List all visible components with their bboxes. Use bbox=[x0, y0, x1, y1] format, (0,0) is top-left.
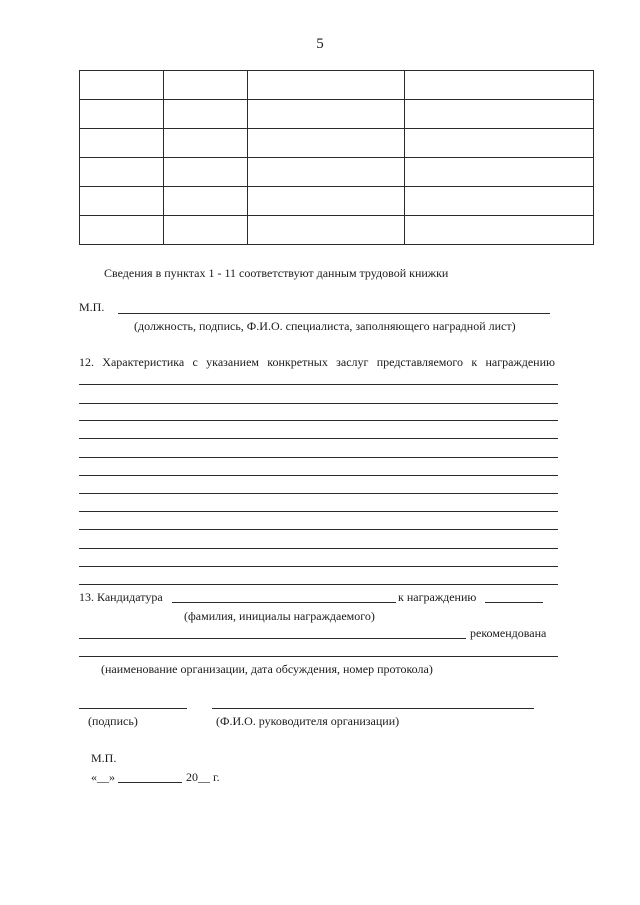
table-cell[interactable] bbox=[405, 129, 594, 158]
specialist-caption: (должность, подпись, Ф.И.О. специалиста, заполняющего наградной лист) bbox=[134, 319, 516, 333]
data-table bbox=[79, 70, 594, 245]
table-cell[interactable] bbox=[248, 158, 405, 187]
date-month-line[interactable] bbox=[118, 782, 182, 783]
date-year: 20__ г. bbox=[186, 770, 220, 784]
characteristic-line[interactable] bbox=[79, 584, 558, 585]
table-row bbox=[80, 187, 594, 216]
characteristic-line[interactable] bbox=[79, 475, 558, 476]
characteristic-line[interactable] bbox=[79, 566, 558, 567]
table-cell[interactable] bbox=[405, 187, 594, 216]
organization-line-2[interactable] bbox=[79, 656, 558, 657]
table-cell[interactable] bbox=[80, 216, 164, 245]
confirmation-text: Сведения в пунктах 1 - 11 соответствуют данным трудовой книжки bbox=[104, 266, 449, 280]
candidate-name-line[interactable] bbox=[172, 602, 396, 603]
table-cell[interactable] bbox=[164, 71, 248, 100]
table-cell[interactable] bbox=[405, 158, 594, 187]
table-row bbox=[80, 100, 594, 129]
director-caption: (Ф.И.О. руководителя организации) bbox=[216, 714, 400, 728]
page-number: 5 bbox=[316, 36, 324, 52]
table-cell[interactable] bbox=[164, 158, 248, 187]
director-name-line[interactable] bbox=[212, 708, 534, 709]
table-cell[interactable] bbox=[248, 71, 405, 100]
table-cell[interactable] bbox=[248, 129, 405, 158]
table-cell[interactable] bbox=[405, 71, 594, 100]
footer-stamp-label: М.П. bbox=[91, 751, 117, 765]
table-cell[interactable] bbox=[405, 100, 594, 129]
table-cell[interactable] bbox=[80, 129, 164, 158]
table-row bbox=[80, 216, 594, 245]
table-cell[interactable] bbox=[248, 216, 405, 245]
award-name-line[interactable] bbox=[485, 602, 543, 603]
characteristic-line[interactable] bbox=[79, 384, 558, 385]
table-cell[interactable] bbox=[80, 100, 164, 129]
candidacy-label: 13. Кандидатура bbox=[79, 590, 163, 604]
organization-line[interactable] bbox=[79, 638, 466, 639]
table-cell[interactable] bbox=[164, 100, 248, 129]
table-cell[interactable] bbox=[80, 158, 164, 187]
characteristic-line[interactable] bbox=[79, 457, 558, 458]
table-cell[interactable] bbox=[164, 187, 248, 216]
table-cell[interactable] bbox=[80, 187, 164, 216]
recommended-label: рекомендована bbox=[470, 626, 547, 640]
table-row bbox=[80, 129, 594, 158]
characteristic-line[interactable] bbox=[79, 511, 558, 512]
characteristic-line[interactable] bbox=[79, 438, 558, 439]
table-cell[interactable] bbox=[248, 100, 405, 129]
characteristic-line[interactable] bbox=[79, 529, 558, 530]
award-label: к награждению bbox=[398, 590, 477, 604]
characteristic-line[interactable] bbox=[79, 420, 558, 421]
characteristic-line[interactable] bbox=[79, 403, 558, 404]
candidate-caption: (фамилия, инициалы награждаемого) bbox=[184, 609, 375, 623]
characteristic-heading: 12. Характеристика с указанием конкретных заслуг представляемого к награждению bbox=[79, 355, 555, 369]
table-cell[interactable] bbox=[80, 71, 164, 100]
organization-caption: (наименование организации, дата обсуждения, номер протокола) bbox=[101, 662, 433, 676]
table-row bbox=[80, 71, 594, 100]
table-row bbox=[80, 158, 594, 187]
table-cell[interactable] bbox=[164, 216, 248, 245]
table-cell[interactable] bbox=[405, 216, 594, 245]
table-cell[interactable] bbox=[248, 187, 405, 216]
signature-caption: (подпись) bbox=[88, 714, 138, 728]
table-cell[interactable] bbox=[164, 129, 248, 158]
specialist-signature-line[interactable] bbox=[118, 313, 550, 314]
characteristic-line[interactable] bbox=[79, 548, 558, 549]
characteristic-line[interactable] bbox=[79, 493, 558, 494]
date-day: «__» bbox=[91, 770, 115, 784]
stamp-label: М.П. bbox=[79, 300, 105, 314]
signature-line[interactable] bbox=[79, 708, 187, 709]
